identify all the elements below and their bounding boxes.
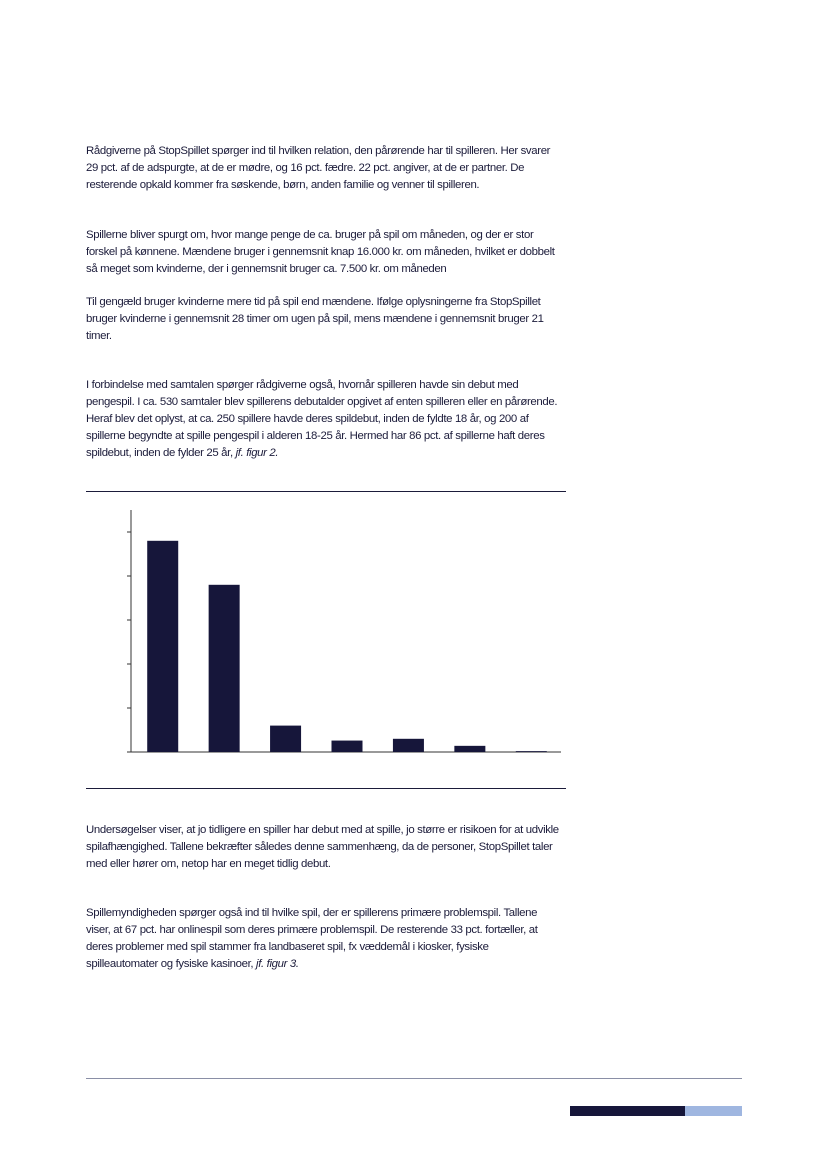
paragraph-problem-games: [86, 905, 561, 973]
bar-2: [209, 585, 240, 752]
paragraph-spending: Spillerne bliver spurgt om, hvor mange penge de ca. bruger på spil om måneden, og der er stor forskel på kønnene. Mændene bruger i gennemsnit knap 16.000 kr. om måneden, hvilket er dobbelt så meget som kvinderne, der i gennemsnit bruger ca. 7.500 kr. om måneden: [86, 229, 555, 275]
paragraph-debut-text: I forbindelse med samtalen spørger rådgiverne også, hvornår spilleren havde sin debut med pengespil. I ca. 530 samtaler blev spillerens debutalder opgivet af enten spilleren eller en pårørende. Heraf blev det oplyst, at ca. 250 spillere havde deres spildebut, inden de fyldte 18 år, og 200 af spillerne begyndte at spille pengespil i alderen 18-25 år. Hermed har 86 pct. af spillerne haft deres spildebut, inden de fylder 25 år,: [86, 379, 558, 459]
footer-rule: [86, 1078, 742, 1079]
paragraph-time: Til gengæld bruger kvinderne mere tid på spil end mændene. Ifølge oplysningerne fra StopSpillet bruger kvinderne i gennemsnit 28 timer om ugen på spil, mens mændene i gennemsnit bruger 21 timer.: [86, 296, 544, 342]
paragraph-risk: Undersøgelser viser, at jo tidligere en spiller har debut med at spille, jo større er risikoen for at udvikle spilafhængighed. Tallene bekræfter således denne sammenhæng, da de personer, StopSpillet taler med eller hører om, netop har en meget tidlig debut.: [86, 824, 559, 870]
bar-5: [393, 739, 424, 752]
footer-accent-dark: [570, 1106, 685, 1116]
figure-top-rule: [86, 491, 566, 492]
figure-reference-3: jf. figur 3.: [256, 958, 299, 970]
paragraph-debut: [86, 377, 561, 462]
figure-bottom-rule: [86, 788, 566, 789]
bar-7: [516, 751, 547, 752]
footer-accent-light: [685, 1106, 742, 1116]
paragraph-relation: Rådgiverne på StopSpillet spørger ind til hvilken relation, den pårørende har til spilleren. Her svarer 29 pct. af de adspurgte, at de er mødre, og 16 pct. fædre. 22 pct. angiver, at de er partner. De resterende opkald kommer fra søskende, børn, anden familie og venner til spilleren.: [86, 145, 551, 191]
figure-reference: jf. figur 2.: [235, 447, 279, 459]
debut-age-bar-chart: [100, 500, 570, 770]
paragraph-problem-games-text: Spillemyndigheden spørger også ind til hvilke spil, der er spillerens primære problemspil. Tallene viser, at 67 pct. har onlinespil som deres primære problemspil. De resterende 33 pct. fortæller, at deres problemer med spil stammer fra landbaseret spil, fx væddemål i kiosker, fysiske spilleautomater og fysiske kasinoer,: [86, 907, 538, 970]
bar-6: [454, 746, 485, 752]
bar-4: [332, 741, 363, 752]
bar-3: [270, 726, 301, 752]
bar-1: [147, 541, 178, 752]
